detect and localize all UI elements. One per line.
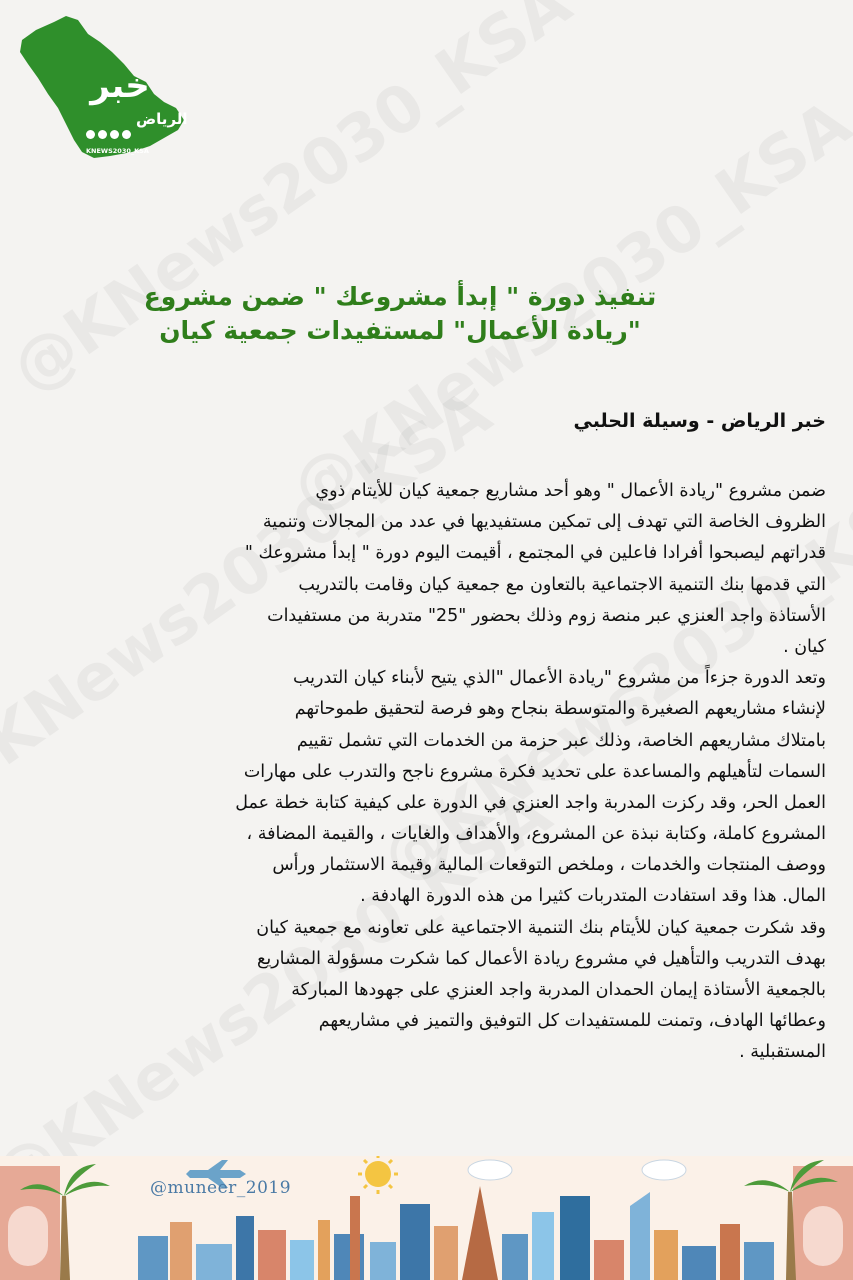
body-line: وعطائها الهادف، وتمنت للمستفيدات كل التوفيق والتميز في مشاريعهم	[318, 1011, 826, 1032]
photographer-handle: @muneer_2019	[150, 1178, 292, 1198]
body-line: لإنشاء مشاريعهم الصغيرة والمتوسطة بنجاح وهو فرصة لتحقيق طموحاتهم	[294, 699, 826, 720]
body-line: وقد شكرت جمعية كيان للأيتام بنك التنمية الاجتماعية على تعاونه مع جمعية كيان	[256, 917, 826, 938]
body-line: وتعد الدورة جزءاً من مشروع "ريادة الأعمال "الذي يتيح لأبناء كيان التدريب	[292, 668, 826, 689]
youtube-icon	[122, 130, 131, 139]
headline-line-2: "ريادة الأعمال" لمستفيدات جمعية كيان	[159, 316, 641, 345]
body-line: ضمن مشروع "ريادة الأعمال " وهو أحد مشاريع جمعية كيان للأيتام ذوي	[315, 481, 826, 501]
byline: خبر الرياض - وسيلة الحلبي	[573, 410, 826, 432]
body-line: المشروع كاملة، وكتابة نبذة عن المشروع، والأهداف والغايات ، والقيمة المضافة ،	[246, 824, 826, 845]
body-line: بالجمعية الأستاذة إيمان الحمدان المدربة واجد العنزي على جهودها المباركة	[291, 980, 826, 1000]
logo-subtitle: الرياض	[136, 110, 188, 128]
skyline-illustration	[0, 1156, 853, 1280]
body-line: ووصف المنتجات والخدمات ، وملخص التوقعات المالية وقيمة الاستثمار ورأس	[272, 855, 826, 876]
body-line: بامتلاك مشاريعهم الخاصة، وذلك عبر حزمة من الخدمات التي تشمل تقييم	[296, 730, 826, 751]
body-line: كيان .	[783, 636, 826, 657]
city-skyline-icon	[0, 1156, 853, 1280]
body-line: السمات لتأهيلهم والمساعدة على تحديد فكرة مشروع ناجح والتدرب على مهارات	[243, 761, 826, 782]
logo-title: خبر	[90, 66, 150, 106]
twitter-icon	[98, 130, 107, 139]
snapchat-icon	[110, 130, 119, 139]
body-line: الأستاذة واجد العنزي عبر منصة زوم وذلك بحضور "25" متدربة من مستفيدات	[267, 605, 826, 626]
article-body	[26, 476, 826, 1069]
headline	[80, 280, 720, 348]
logo-handle: KNEWS2030_KSA	[86, 147, 149, 155]
body-line: المال. هذا وقد استفادت المتدربات كثيرا من هذه الدورة الهادفة .	[360, 886, 826, 907]
body-line: التي قدمها بنك التنمية الاجتماعية بالتعاون مع جمعية كيان وقامت بالتدريب	[298, 574, 826, 595]
body-line: الظروف الخاصة التي تهدف إلى تمكين مستفيديها في عدد من المجالات وتنمية	[262, 512, 826, 533]
body-line: بهدف التدريب والتأهيل في مشروع ريادة الأعمال كما شكرت مسؤولة المشاريع	[257, 948, 826, 969]
instagram-icon	[86, 130, 95, 139]
logo	[14, 12, 189, 162]
social-icons	[86, 130, 131, 139]
body-line: قدراتهم ليصبحوا أفرادا فاعلين في المجتمع ، أقيمت اليوم دورة " إبدأ مشروعك "	[244, 543, 826, 564]
body-line: المستقبلية .	[739, 1042, 826, 1063]
body-line: العمل الحر، وقد ركزت المدربة واجد العنزي في الدورة على كيفية كتابة خطة عمل	[235, 792, 826, 813]
headline-line-1: تنفيذ دورة " إبدأ مشروعك " ضمن مشروع	[143, 282, 657, 311]
